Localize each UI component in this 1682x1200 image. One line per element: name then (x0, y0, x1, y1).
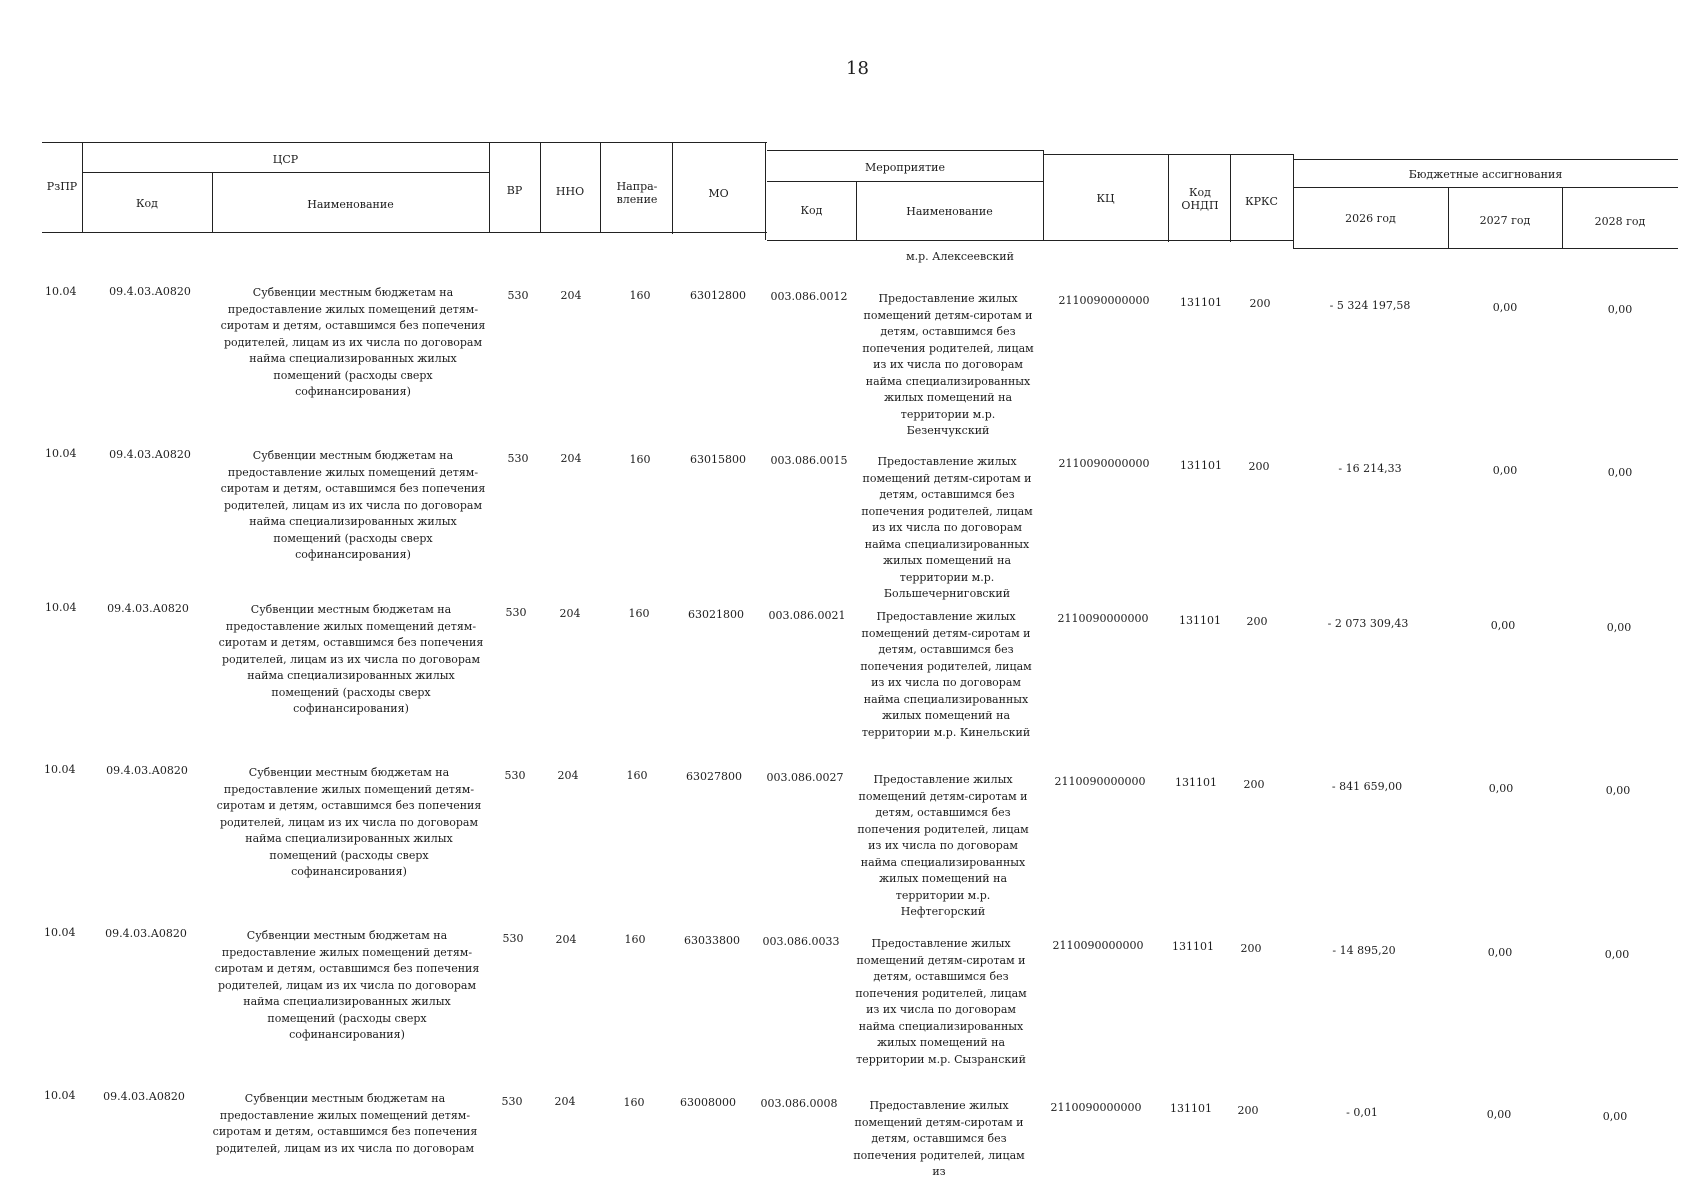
mo-cell: 63015800 (690, 453, 746, 466)
event-code-cell: 003.086.0027 (766, 771, 844, 784)
ondp-cell: 131101 (1170, 1102, 1212, 1115)
event-name-cell: Предоставление жилых помещений детям-сиротам и детям, оставшимся без попечения родителей, лицам из (853, 1099, 1025, 1178)
csr-name-cell: Субвенции местным бюджетам на предоставление жилых помещений детям-сиротам и детям, оставшимся без попечения родителей, лицам из их числа по договорам найма специализированных жилых помещений (расходы сверх софинансирования) (220, 449, 486, 561)
header-csr-code: Код (136, 197, 158, 210)
header-vr: ВР (506, 184, 523, 197)
kc-cell: 2110090000000 (1058, 457, 1150, 470)
mo-cell: 63033800 (684, 934, 740, 947)
header-kc: КЦ (1096, 192, 1115, 205)
header-sub-rule-csr (82, 172, 489, 173)
col-rule (765, 142, 766, 240)
rzpr-cell: 10.04 (45, 601, 77, 614)
mo-cell: 63008000 (680, 1096, 736, 1109)
col-rule (1168, 154, 1169, 242)
krks-cell: 200 (1237, 1104, 1259, 1117)
vr-cell: 530 (507, 452, 529, 465)
ondp-cell: 131101 (1180, 296, 1222, 309)
header-csr-name: Наименование (307, 198, 394, 211)
header-mo: МО (708, 187, 729, 200)
event-code-cell: 003.086.0033 (762, 935, 840, 948)
header-sub-rule-budget (1293, 187, 1678, 188)
amount-2028-cell: 0,00 (1607, 303, 1633, 316)
header-event-name: Наименование (906, 205, 993, 218)
csr-code-cell: 09.4.03.А0820 (109, 285, 191, 298)
header-top-rule-budget (1293, 159, 1678, 160)
header-2028: 2028 год (1594, 215, 1646, 228)
header-sub-rule-event (767, 181, 1043, 182)
amount-2027-cell: 0,00 (1487, 946, 1513, 959)
event-name-cell: Предоставление жилых помещений детям-сиротам и детям, оставшимся без попечения родителей, лицам из их числа по договорам найма специализированных жилых помещений на территории м.р. Кинельский (860, 610, 1032, 739)
nno-cell: 204 (554, 1095, 576, 1108)
event-name-cell: Предоставление жилых помещений детям-сиротам и детям, оставшимся без попечения родителей, лицам из их числа по договорам найма специализированных жилых помещений на территории м.р. Нефтегорский (857, 773, 1029, 918)
ondp-cell: 131101 (1179, 614, 1221, 627)
header-ondp: Код ОНДП (1181, 186, 1219, 212)
event-name-cell: Предоставление жилых помещений детям-сиротам и детям, оставшимся без попечения родителей, лицам из их числа по договорам найма специализированных жилых помещений на территории м.р. Большечерниговский (861, 455, 1033, 600)
page-number: 18 (846, 58, 869, 79)
header-2026: 2026 год (1345, 212, 1396, 225)
amount-2026-cell: - 16 214,33 (1338, 462, 1402, 475)
csr-name-cell: Субвенции местным бюджетам на предоставление жилых помещений детям-сиротам и детям, оставшимся без попечения родителей, лицам из их числа по договорам найма специализированных жилых помещений (расходы сверх софинансирования) (220, 286, 486, 398)
header-direction: Напра-вление (616, 180, 658, 206)
rzpr-cell: 10.04 (44, 1089, 76, 1102)
nno-cell: 204 (560, 289, 582, 302)
amount-2026-cell: - 14 895,20 (1332, 944, 1396, 957)
event-name-cell: Предоставление жилых помещений детям-сиротам и детям, оставшимся без попечения родителей, лицам из их числа по договорам найма специализированных жилых помещений на территории м.р. Безенчукский (862, 292, 1034, 437)
amount-2026-cell: - 0,01 (1346, 1106, 1378, 1119)
direction-cell: 160 (624, 933, 646, 946)
header-bottom-rule-3 (1293, 248, 1678, 249)
rzpr-cell: 10.04 (45, 285, 77, 298)
amount-2028-cell: 0,00 (1605, 784, 1631, 797)
amount-2028-cell: 0,00 (1606, 621, 1632, 634)
vr-cell: 530 (501, 1095, 523, 1108)
amount-2026-cell: - 2 073 309,43 (1327, 617, 1409, 630)
direction-cell: 160 (629, 289, 651, 302)
kc-cell: 2110090000000 (1058, 294, 1150, 307)
vr-cell: 530 (505, 606, 527, 619)
amount-2028-cell: 0,00 (1604, 948, 1630, 961)
header-top-rule-event (767, 150, 1043, 151)
amount-2028-cell: 0,00 (1607, 466, 1633, 479)
ondp-cell: 131101 (1175, 776, 1217, 789)
header-rzpr: РзПР (46, 180, 78, 193)
krks-cell: 200 (1249, 297, 1271, 310)
amount-2027-cell: 0,00 (1490, 619, 1516, 632)
kc-cell: 2110090000000 (1057, 612, 1149, 625)
vr-cell: 530 (502, 932, 524, 945)
csr-name-cell: Субвенции местным бюджетам на предоставление жилых помещений детям-сиротам и детям, оставшимся без попечения родителей, лицам из их числа по договорам найма специализированных жилых помещений (расходы сверх софинансирования) (214, 929, 480, 1041)
nno-cell: 204 (559, 607, 581, 620)
carried-over-text: м.р. Алексеевский (906, 250, 1014, 263)
csr-name-cell: Субвенции местным бюджетам на предоставление жилых помещений детям-сиротам и детям, оставшимся без попечения родителей, лицам из их числа по договорам найма специализированных жилых помещений (расходы сверх софинансирования) (218, 603, 484, 715)
header-bottom-rule-2 (767, 240, 1293, 241)
amount-2027-cell: 0,00 (1488, 782, 1514, 795)
rzpr-cell: 10.04 (45, 447, 77, 460)
csr-code-cell: 09.4.03.А0820 (107, 602, 189, 615)
amount-2027-cell: 0,00 (1492, 301, 1518, 314)
amount-2028-cell: 0,00 (1602, 1110, 1628, 1123)
ondp-cell: 131101 (1172, 940, 1214, 953)
header-2027: 2027 год (1479, 214, 1531, 227)
direction-cell: 160 (626, 769, 648, 782)
csr-code-cell: 09.4.03.А0820 (103, 1090, 185, 1103)
direction-cell: 160 (628, 607, 650, 620)
col-rule (600, 142, 601, 232)
event-code-cell: 003.086.0021 (768, 609, 846, 622)
header-bottom-rule (42, 232, 767, 233)
rzpr-cell: 10.04 (44, 926, 76, 939)
kc-cell: 2110090000000 (1054, 775, 1146, 788)
event-name-cell: Предоставление жилых помещений детям-сиротам и детям, оставшимся без попечения родителей, лицам из их числа по договорам найма специализированных жилых помещений на территории м.р. Сызранский (855, 937, 1027, 1066)
csr-name-cell: Субвенции местным бюджетам на предоставление жилых помещений детям-сиротам и детям, оставшимся без попечения родителей, лицам из их числа по договорам (212, 1092, 478, 1155)
header-event: Мероприятие (864, 161, 945, 174)
mo-cell: 63021800 (688, 608, 744, 621)
csr-code-cell: 09.4.03.А0820 (105, 927, 187, 940)
rzpr-cell: 10.04 (44, 763, 76, 776)
header-top-rule (42, 142, 767, 143)
krks-cell: 200 (1246, 615, 1268, 628)
header-event-code: Код (800, 204, 823, 217)
mo-cell: 63027800 (686, 770, 742, 783)
event-code-cell: 003.086.0015 (770, 454, 848, 467)
direction-cell: 160 (623, 1096, 645, 1109)
csr-code-cell: 09.4.03.А0820 (106, 764, 188, 777)
direction-cell: 160 (629, 453, 651, 466)
ondp-cell: 131101 (1180, 459, 1222, 472)
amount-2026-cell: - 5 324 197,58 (1329, 299, 1411, 312)
csr-name-cell: Субвенции местным бюджетам на предоставление жилых помещений детям-сиротам и детям, оставшимся без попечения родителей, лицам из их числа по договорам найма специализированных жилых помещений (расходы сверх софинансирования) (216, 766, 482, 878)
mo-cell: 63012800 (690, 289, 746, 302)
krks-cell: 200 (1243, 778, 1265, 791)
amount-2027-cell: 0,00 (1486, 1108, 1512, 1121)
event-code-cell: 003.086.0012 (770, 290, 848, 303)
header-csr: ЦСР (272, 153, 299, 166)
nno-cell: 204 (560, 452, 582, 465)
vr-cell: 530 (507, 289, 529, 302)
amount-2026-cell: - 841 659,00 (1331, 780, 1403, 793)
nno-cell: 204 (555, 933, 577, 946)
header-nno: ННО (555, 185, 585, 198)
amount-2027-cell: 0,00 (1492, 464, 1518, 477)
header-krks: КРКС (1245, 195, 1278, 208)
krks-cell: 200 (1240, 942, 1262, 955)
kc-cell: 2110090000000 (1050, 1101, 1142, 1114)
krks-cell: 200 (1248, 460, 1270, 473)
header-budget: Бюджетные ассигнования (1408, 168, 1563, 181)
vr-cell: 530 (504, 769, 526, 782)
nno-cell: 204 (557, 769, 579, 782)
kc-cell: 2110090000000 (1052, 939, 1144, 952)
csr-code-cell: 09.4.03.А0820 (109, 448, 191, 461)
event-code-cell: 003.086.0008 (760, 1097, 838, 1110)
